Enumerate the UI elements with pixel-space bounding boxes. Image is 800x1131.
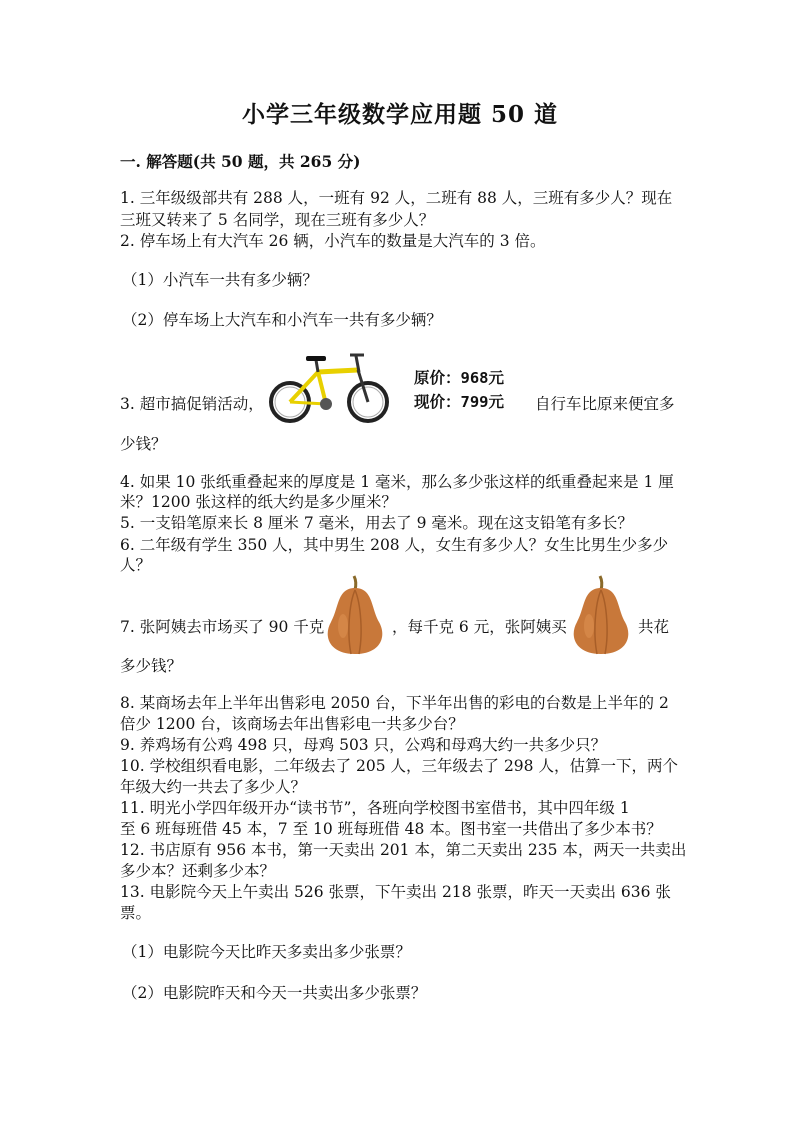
question-3-line-1a: 3. 超市搞促销活动， bbox=[120, 395, 264, 413]
question-4-line-2: 米？1200 张这样的纸大约是多少厘米？ bbox=[120, 493, 397, 511]
question-9: 9. 养鸡场有公鸡 498 只，母鸡 503 只，公鸡和母鸡大约一共多少只？ bbox=[120, 736, 607, 754]
question-4-line-1: 4. 如果 10 张纸重叠起来的厚度是 1 毫米，那么多少张这样的纸重叠起来是 1 厘 bbox=[120, 473, 674, 491]
section-heading: 一. 解答题(共 50 题，共 265 分) bbox=[120, 152, 361, 171]
question-3-line-2: 少钱？ bbox=[120, 435, 167, 453]
question-13-part-1: （1）电影院今天比昨天多卖出多少张票？ bbox=[122, 943, 411, 961]
current-price: 现价：799元 bbox=[414, 393, 504, 411]
question-1-line-1: 1. 三年级级部共有 288 人，一班有 92 人，二班有 88 人，三班有多少人？现在 bbox=[120, 189, 673, 207]
original-price: 原价：968元 bbox=[414, 369, 504, 387]
question-8-line-2: 倍少 1200 台，该商场去年出售彩电一共多少台？ bbox=[120, 715, 464, 733]
question-13-line-1: 13. 电影院今天上午卖出 526 张票，下午卖出 218 张票，昨天一天卖出 636 张 bbox=[120, 883, 671, 901]
page-title: 小学三年级数学应用题 50 道 bbox=[241, 101, 559, 128]
question-6-line-1: 6. 二年级有学生 350 人，其中男生 208 人，女生有多少人？女生比男生少多少 bbox=[120, 536, 669, 554]
pumpkin-image bbox=[567, 574, 635, 656]
question-7-line-1b: ，每千克 6 元，张阿姨买 bbox=[392, 618, 567, 636]
question-3-line-1b: 自行车比原来便宜多 bbox=[535, 395, 675, 413]
question-5: 5. 一支铅笔原来长 8 厘米 7 毫米，用去了 9 毫米。现在这支铅笔有多长？ bbox=[120, 514, 633, 532]
question-10-line-1: 10. 学校组织看电影，二年级去了 205 人，三年级去了 298 人，估算一下，两个 bbox=[120, 757, 678, 775]
question-11-line-1: 11. 明光小学四年级开办“读书节”，各班向学校图书室借书，其中四年级 1 bbox=[120, 799, 630, 817]
question-13-part-2: （2）电影院昨天和今天一共卖出多少张票？ bbox=[122, 984, 427, 1002]
question-7-line-2: 多少钱？ bbox=[120, 657, 183, 675]
question-10-line-2: 年级大约一共去了多少人？ bbox=[120, 778, 307, 796]
question-13-line-2: 票。 bbox=[120, 904, 152, 922]
question-8-line-1: 8. 某商场去年上半年出售彩电 2050 台，下半年出售的彩电的台数是上半年的 2 bbox=[120, 694, 669, 712]
question-12-line-2: 多少本？还剩多少本？ bbox=[120, 862, 276, 880]
bicycle-image bbox=[266, 346, 396, 432]
question-12-line-1: 12. 书店原有 956 本书，第一天卖出 201 本，第二天卖出 235 本，两天一共卖出 bbox=[120, 841, 687, 859]
question-7-line-1a: 7. 张阿姨去市场买了 90 千克 bbox=[120, 618, 325, 636]
question-11-line-2: 至 6 班每班借 45 本，7 至 10 班每班借 48 本。图书室一共借出了多少本书？ bbox=[120, 820, 662, 838]
pumpkin-image bbox=[321, 574, 389, 656]
question-2: 2. 停车场上有大汽车 26 辆，小汽车的数量是大汽车的 3 倍。 bbox=[120, 232, 546, 250]
question-6-line-2: 人？ bbox=[120, 556, 152, 574]
question-2-part-2: （2）停车场上大汽车和小汽车一共有多少辆？ bbox=[122, 311, 442, 329]
question-1-line-2: 三班又转来了 5 名同学，现在三班有多少人？ bbox=[120, 211, 435, 229]
question-7-line-1c: 共花 bbox=[638, 618, 670, 636]
question-2-part-1: （1）小汽车一共有多少辆？ bbox=[122, 271, 318, 289]
price-tag bbox=[414, 366, 504, 414]
